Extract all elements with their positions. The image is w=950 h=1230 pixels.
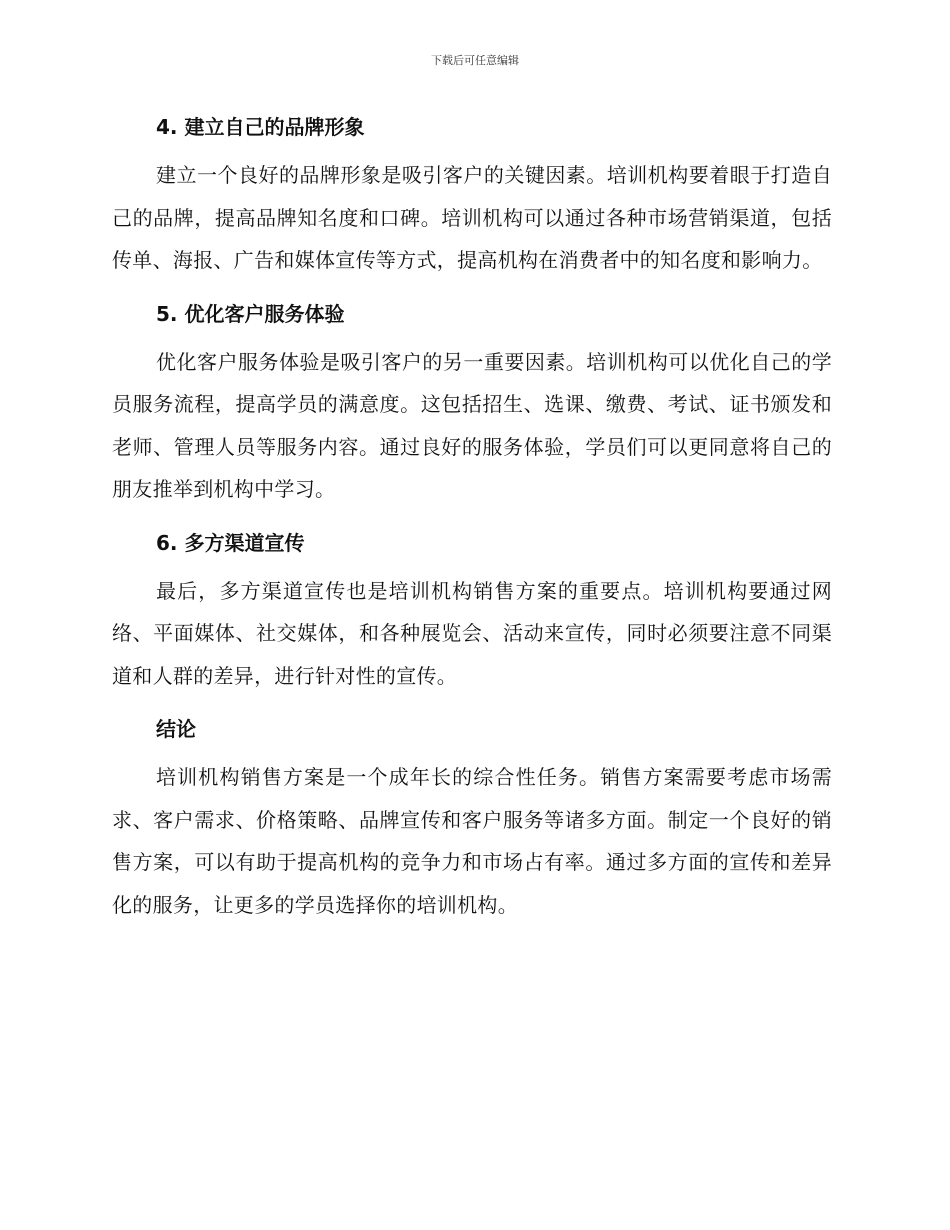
section-paragraph: 优化客户服务体验是吸引客户的另一重要因素。培训机构可以优化自己的学员服务流程，提高学员的满意度。这包括招生、选课、缴费、考试、证书颁发和老师、管理人员等服务内容。通过良好的服务体验，学员们可以更同意将自己的朋友推举到机构中学习。 bbox=[112, 349, 832, 501]
section-heading: 结论 bbox=[156, 717, 196, 741]
section-paragraph: 最后，多方渠道宣传也是培训机构销售方案的重要点。培训机构要通过网络、平面媒体、社交媒体，和各种展览会、活动来宣传，同时必须要注意不同渠道和人群的差异，进行针对性的宣传。 bbox=[112, 578, 832, 688]
document-body bbox=[112, 108, 832, 939]
section-heading: 6. 多方渠道宣传 bbox=[156, 530, 305, 555]
section-heading: 5. 优化客户服务体验 bbox=[156, 301, 345, 326]
section-paragraph: 培训机构销售方案是一个成年长的综合性任务。销售方案需要考虑市场需求、客户需求、价格策略、品牌宣传和客户服务等诸多方面。制定一个良好的销售方案，可以有助于提高机构的竞争力和市场占有率。通过多方面的宣传和差异化的服务，让更多的学员选择你的培训机构。 bbox=[112, 765, 832, 917]
section-customer-service bbox=[112, 295, 832, 511]
page-header: 下载后可任意编辑 bbox=[431, 54, 519, 67]
section-heading: 4. 建立自己的品牌形象 bbox=[156, 115, 365, 139]
section-paragraph: 建立一个良好的品牌形象是吸引客户的关键因素。培训机构要着眼于打造自己的品牌，提高品牌知名度和口碑。培训机构可以通过各种市场营销渠道，包括传单、海报、广告和媒体宣传等方式，提高机构在消费者中的知名度和影响力。 bbox=[112, 163, 832, 272]
section-brand-image bbox=[112, 108, 832, 282]
section-conclusion bbox=[112, 710, 832, 926]
section-multichannel-promotion bbox=[112, 524, 832, 698]
